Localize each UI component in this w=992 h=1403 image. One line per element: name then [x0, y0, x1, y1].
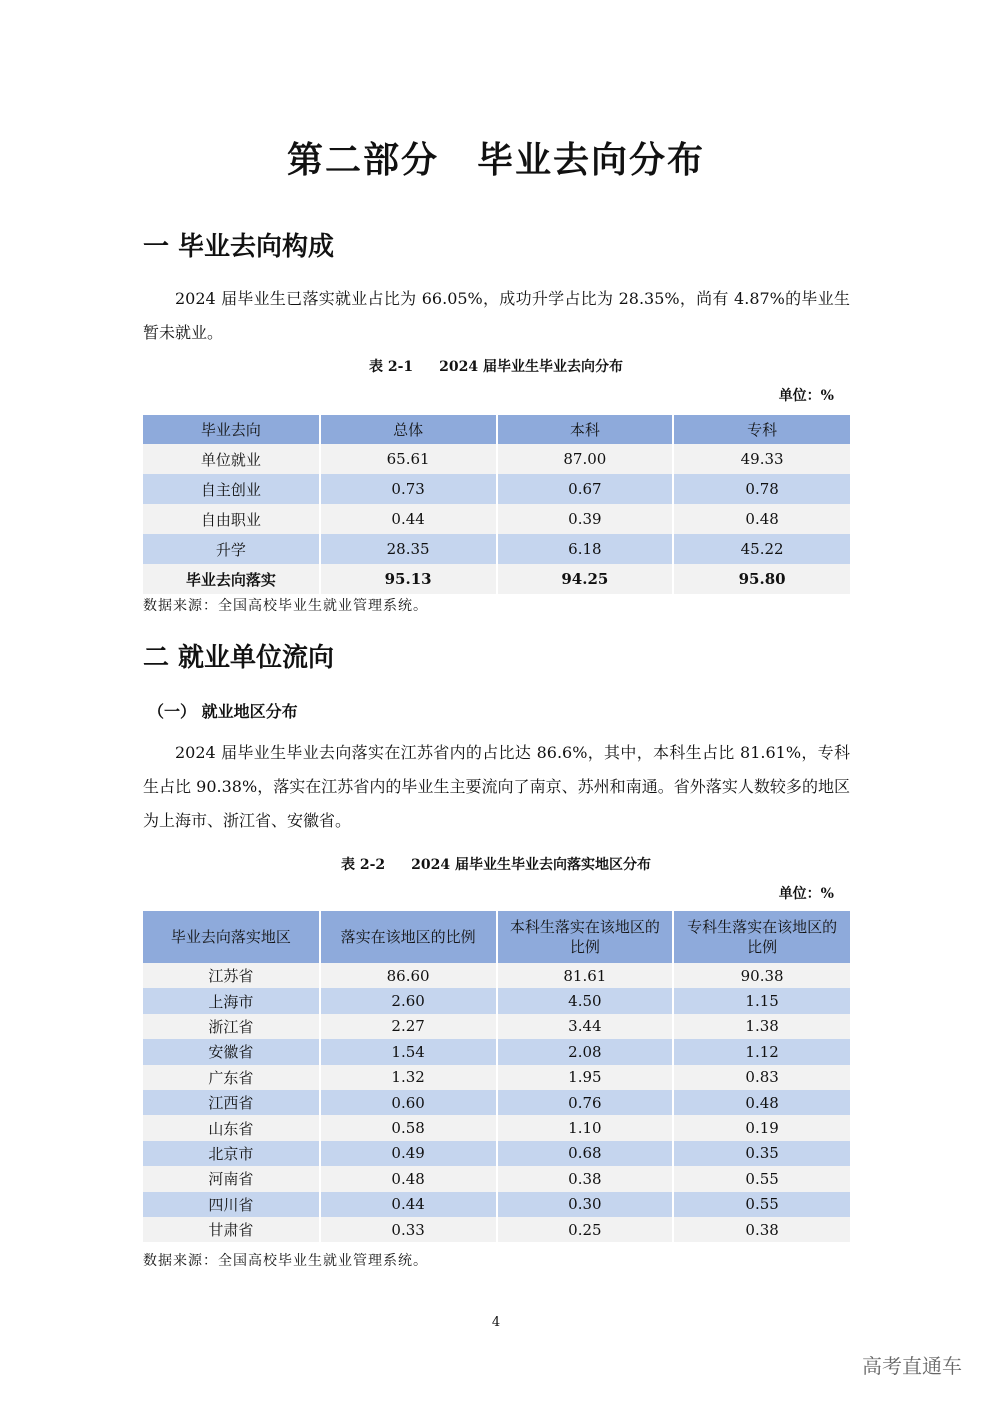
- value-cell: 45.22: [673, 534, 850, 564]
- value-cell: 0.68: [497, 1141, 674, 1166]
- value-cell: 3.44: [497, 1014, 674, 1039]
- row-label-cell: 河南省: [143, 1166, 320, 1191]
- value-cell: 1.95: [497, 1065, 674, 1090]
- table-header-cell: 总体: [320, 415, 497, 444]
- table2-caption: [0, 854, 992, 874]
- value-cell: 0.44: [320, 504, 497, 534]
- table-header-cell: 本科: [497, 415, 674, 444]
- value-cell: 0.39: [497, 504, 674, 534]
- row-label-cell: 山东省: [143, 1115, 320, 1140]
- value-cell: 0.48: [320, 1166, 497, 1191]
- value-cell: 81.61: [497, 963, 674, 988]
- table-row: [143, 504, 850, 534]
- page-number: 4: [491, 1315, 501, 1330]
- table-row: [143, 564, 850, 594]
- value-cell: 0.83: [673, 1065, 850, 1090]
- value-cell: 0.60: [320, 1090, 497, 1115]
- value-cell: 6.18: [497, 534, 674, 564]
- table-header-cell: 落实在该地区的比例: [320, 911, 497, 963]
- value-cell: 0.48: [673, 504, 850, 534]
- value-cell: 1.32: [320, 1065, 497, 1090]
- table-header-cell: 专科: [673, 415, 850, 444]
- value-cell: 0.38: [673, 1217, 850, 1242]
- row-label-cell: 单位就业: [143, 444, 320, 474]
- table1-source: 数据来源：全国高校毕业生就业管理系统。: [143, 598, 428, 614]
- row-label-cell: 甘肃省: [143, 1217, 320, 1242]
- row-label-cell: 北京市: [143, 1141, 320, 1166]
- value-cell: 0.49: [320, 1141, 497, 1166]
- value-cell: 0.78: [673, 474, 850, 504]
- row-label-cell: 江西省: [143, 1090, 320, 1115]
- row-label-cell: 江苏省: [143, 963, 320, 988]
- table-row: [143, 1192, 850, 1217]
- value-cell: 1.15: [673, 988, 850, 1013]
- row-label-cell: 自主创业: [143, 474, 320, 504]
- value-cell: 2.27: [320, 1014, 497, 1039]
- section-heading-employer-flow: 二 就业单位流向: [143, 643, 335, 673]
- table2-caption-title: 2024 届毕业生毕业去向落实地区分布: [411, 857, 651, 873]
- page-title: 第二部分 毕业去向分布: [286, 139, 705, 181]
- value-cell: 0.35: [673, 1141, 850, 1166]
- table-header-cell: 毕业去向: [143, 415, 320, 444]
- subsection-heading-region: （一） 就业地区分布: [148, 702, 298, 721]
- value-cell: 0.44: [320, 1192, 497, 1217]
- table-header-cell: 专科生落实在该地区的比例: [673, 911, 850, 963]
- value-cell: 1.38: [673, 1014, 850, 1039]
- value-cell: 4.50: [497, 988, 674, 1013]
- table-row: [143, 1039, 850, 1064]
- value-cell: 0.25: [497, 1217, 674, 1242]
- table1-unit: 单位：%: [778, 388, 834, 404]
- table-row: [143, 963, 850, 988]
- value-cell: 86.60: [320, 963, 497, 988]
- value-cell: 65.61: [320, 444, 497, 474]
- table2-caption-label: 表 2-2: [340, 857, 386, 873]
- value-cell: 28.35: [320, 534, 497, 564]
- value-cell: 0.76: [497, 1090, 674, 1115]
- value-cell: 0.30: [497, 1192, 674, 1217]
- row-label-cell: 自由职业: [143, 504, 320, 534]
- value-cell: 0.55: [673, 1192, 850, 1217]
- value-cell: 2.60: [320, 988, 497, 1013]
- value-cell: 0.55: [673, 1166, 850, 1191]
- destination-table: [143, 415, 850, 594]
- table-row: [143, 1166, 850, 1191]
- value-cell: 49.33: [673, 444, 850, 474]
- table2-unit: 单位：%: [778, 886, 834, 902]
- row-label-cell: 安徽省: [143, 1039, 320, 1064]
- table-row: [143, 1014, 850, 1039]
- table-row: [143, 1115, 850, 1140]
- value-cell: 87.00: [497, 444, 674, 474]
- value-cell: 0.33: [320, 1217, 497, 1242]
- table-row: [143, 534, 850, 564]
- row-label-cell: 毕业去向落实: [143, 564, 320, 594]
- table1-caption: [0, 356, 992, 376]
- value-cell: 1.54: [320, 1039, 497, 1064]
- section1-paragraph: 2024 届毕业生已落实就业占比为 66.05%，成功升学占比为 28.35%，尚有 4.87%的毕业生暂未就业。: [143, 289, 850, 342]
- row-label-cell: 广东省: [143, 1065, 320, 1090]
- table2-source: 数据来源：全国高校毕业生就业管理系统。: [143, 1253, 428, 1269]
- row-label-cell: 浙江省: [143, 1014, 320, 1039]
- table-header-cell: 本科生落实在该地区的比例: [497, 911, 674, 963]
- table-row: [143, 474, 850, 504]
- watermark: 高考直通车: [862, 1354, 962, 1378]
- value-cell: 2.08: [497, 1039, 674, 1064]
- region-table: [143, 911, 850, 1242]
- value-cell: 0.48: [673, 1090, 850, 1115]
- table-row: [143, 988, 850, 1013]
- value-cell: 1.12: [673, 1039, 850, 1064]
- value-cell: 90.38: [673, 963, 850, 988]
- table-row: [143, 1065, 850, 1090]
- section2-paragraph: 2024 届毕业生毕业去向落实在江苏省内的占比达 86.6%，其中，本科生占比 81.61%，专科生占比 90.38%，落实在江苏省内的毕业生主要流向了南京、苏州和南通。省外落实人数较多的地区为上海市、浙江省、安徽省。: [143, 743, 850, 830]
- table1-caption-title: 2024 届毕业生毕业去向分布: [439, 359, 623, 375]
- table-row: [143, 444, 850, 474]
- value-cell: 0.73: [320, 474, 497, 504]
- value-cell: 0.58: [320, 1115, 497, 1140]
- value-cell: 0.19: [673, 1115, 850, 1140]
- value-cell: 95.13: [320, 564, 497, 594]
- value-cell: 0.67: [497, 474, 674, 504]
- section-heading-destination-composition: 一 毕业去向构成: [143, 232, 335, 262]
- table-row: [143, 1217, 850, 1242]
- table-row: [143, 1090, 850, 1115]
- value-cell: 94.25: [497, 564, 674, 594]
- value-cell: 0.38: [497, 1166, 674, 1191]
- table-row: [143, 1141, 850, 1166]
- value-cell: 1.10: [497, 1115, 674, 1140]
- table1-caption-label: 表 2-1: [368, 359, 414, 375]
- table-header-cell: 毕业去向落实地区: [143, 911, 320, 963]
- row-label-cell: 四川省: [143, 1192, 320, 1217]
- row-label-cell: 升学: [143, 534, 320, 564]
- value-cell: 95.80: [673, 564, 850, 594]
- row-label-cell: 上海市: [143, 988, 320, 1013]
